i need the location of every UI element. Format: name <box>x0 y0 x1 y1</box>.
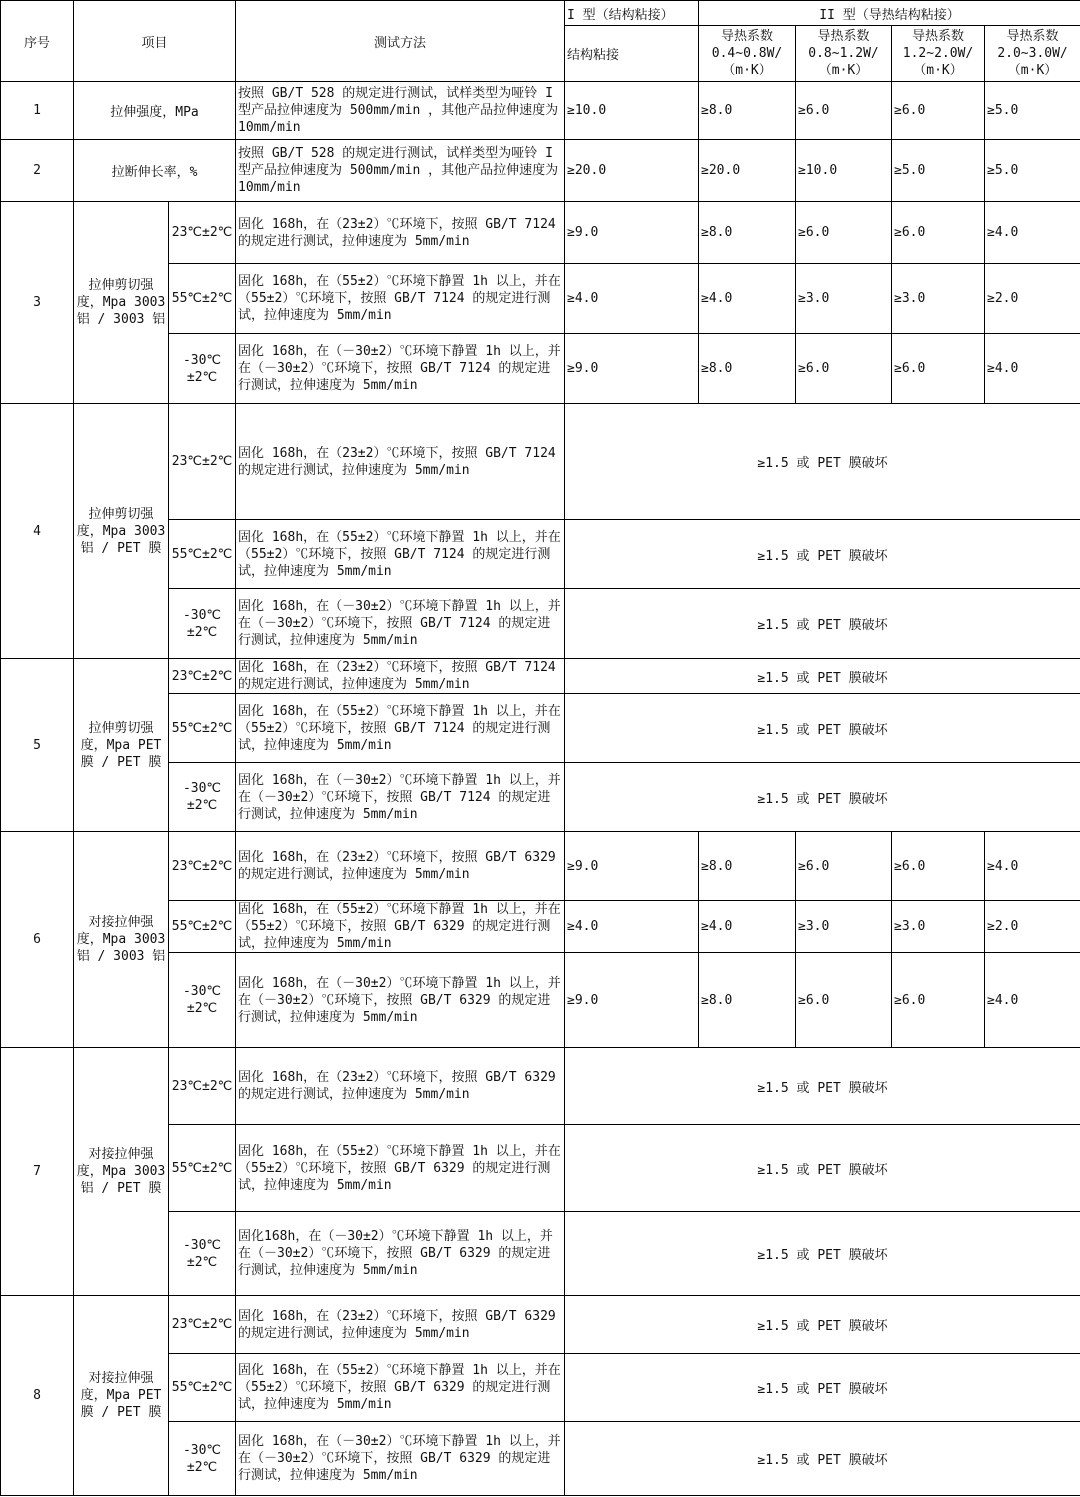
header-seq: 序号 <box>1 1 74 82</box>
row-temp: -30℃±2℃ <box>169 1422 236 1496</box>
row-temp: 55℃±2℃ <box>169 694 236 763</box>
header-type1: I 型（结构粘接） <box>565 1 699 26</box>
value-cell: ≥3.0 <box>892 264 985 334</box>
header-item: 项目 <box>74 1 236 82</box>
row-method: 固化 168h，在（－30±2）℃环境下静置 1h 以上，并在（－30±2）℃环境下，按照 GB/T 7124 的规定进行测试，拉伸速度为 5mm/min <box>236 334 565 404</box>
value-cell: ≥9.0 <box>565 953 699 1048</box>
value-cell: ≥4.0 <box>565 264 699 334</box>
row-temp: -30℃±2℃ <box>169 589 236 659</box>
row-temp: 55℃±2℃ <box>169 901 236 953</box>
value-cell: ≥4.0 <box>985 334 1080 404</box>
value-cell: ≥4.0 <box>699 264 796 334</box>
merged-value-cell: ≥1.5 或 PET 膜破坏 <box>565 1125 1080 1212</box>
table-row <box>1 1048 1080 1125</box>
value-cell: ≥2.0 <box>985 264 1080 334</box>
merged-value-cell: ≥1.5 或 PET 膜破坏 <box>565 1212 1080 1296</box>
row-temp: 23℃±2℃ <box>169 1048 236 1125</box>
value-cell: ≥6.0 <box>796 334 892 404</box>
value-cell: ≥10.0 <box>796 140 892 202</box>
row-temp: -30℃±2℃ <box>169 334 236 404</box>
row-method: 固化 168h，在（55±2）℃环境下静置 1h 以上，并在（55±2）℃环境下，按照 GB/T 7124 的规定进行测试，拉伸速度为 5mm/min <box>236 694 565 763</box>
row-seq: 5 <box>1 659 74 832</box>
table-row <box>1 1296 1080 1354</box>
merged-value-cell: ≥1.5 或 PET 膜破坏 <box>565 1048 1080 1125</box>
merged-value-cell: ≥1.5 或 PET 膜破坏 <box>565 520 1080 589</box>
value-cell: ≥4.0 <box>985 953 1080 1048</box>
value-cell: ≥8.0 <box>699 832 796 901</box>
value-cell: ≥5.0 <box>985 140 1080 202</box>
row-method: 固化 168h，在（23±2）℃环境下，按照 GB/T 7124 的规定进行测试，拉伸速度为 5mm/min <box>236 404 565 520</box>
row-method: 固化 168h，在（－30±2）℃环境下静置 1h 以上，并在（－30±2）℃环境下，按照 GB/T 7124 的规定进行测试，拉伸速度为 5mm/min <box>236 589 565 659</box>
value-cell: ≥6.0 <box>892 953 985 1048</box>
merged-value-cell: ≥1.5 或 PET 膜破坏 <box>565 1354 1080 1422</box>
header-sub-k4: 导热系数 2.0~3.0W/（m·K） <box>985 26 1080 82</box>
row-item: 对接拉伸强度，Mpa 3003 铝 / PET 膜 <box>74 1048 169 1296</box>
value-cell: ≥3.0 <box>796 264 892 334</box>
row-item: 拉伸强度，MPa <box>74 82 236 140</box>
value-cell: ≥8.0 <box>699 202 796 264</box>
row-method: 固化 168h，在（55±2）℃环境下静置 1h 以上，并在（55±2）℃环境下，按照 GB/T 6329 的规定进行测试，拉伸速度为 5mm/min <box>236 1125 565 1212</box>
merged-value-cell: ≥1.5 或 PET 膜破坏 <box>565 404 1080 520</box>
header-method: 测试方法 <box>236 1 565 82</box>
table-row <box>1 659 1080 694</box>
value-cell: ≥9.0 <box>565 832 699 901</box>
row-method: 固化 168h，在（－30±2）℃环境下静置 1h 以上，并在（－30±2）℃环境下，按照 GB/T 6329 的规定进行测试，拉伸速度为 5mm/min <box>236 1422 565 1496</box>
header-sub-k1: 导热系数 0.4~0.8W/（m·K） <box>699 26 796 82</box>
row-method: 固化168h，在（－30±2）℃环境下静置 1h 以上，并在（－30±2）℃环境下，按照 GB/T 6329 的规定进行测试，拉伸速度为 5mm/min <box>236 1212 565 1296</box>
merged-value-cell: ≥1.5 或 PET 膜破坏 <box>565 1296 1080 1354</box>
value-cell: ≥20.0 <box>699 140 796 202</box>
row-seq: 7 <box>1 1048 74 1296</box>
value-cell: ≥4.0 <box>565 901 699 953</box>
header-sub-k3: 导热系数 1.2~2.0W/（m·K） <box>892 26 985 82</box>
row-temp: -30℃±2℃ <box>169 763 236 832</box>
row-seq: 3 <box>1 202 74 404</box>
row-temp: 23℃±2℃ <box>169 1296 236 1354</box>
value-cell: ≥5.0 <box>892 140 985 202</box>
value-cell: ≥9.0 <box>565 202 699 264</box>
row-temp: 55℃±2℃ <box>169 264 236 334</box>
row-method: 固化 168h，在（23±2）℃环境下，按照 GB/T 7124 的规定进行测试，拉伸速度为 5mm/min <box>236 202 565 264</box>
row-item: 对接拉伸强度，Mpa 3003 铝 / 3003 铝 <box>74 832 169 1048</box>
row-method: 固化 168h，在（55±2）℃环境下静置 1h 以上，并在（55±2）℃环境下，按照 GB/T 7124 的规定进行测试，拉伸速度为 5mm/min <box>236 520 565 589</box>
value-cell: ≥9.0 <box>565 334 699 404</box>
row-temp: 55℃±2℃ <box>169 1354 236 1422</box>
row-temp: -30℃±2℃ <box>169 953 236 1048</box>
table-row <box>1 832 1080 901</box>
value-cell: ≥3.0 <box>892 901 985 953</box>
value-cell: ≥8.0 <box>699 953 796 1048</box>
row-temp: 55℃±2℃ <box>169 1125 236 1212</box>
value-cell: ≥8.0 <box>699 334 796 404</box>
row-item: 拉伸剪切强度，Mpa 3003 铝 / PET 膜 <box>74 404 169 659</box>
row-seq: 1 <box>1 82 74 140</box>
row-temp: -30℃±2℃ <box>169 1212 236 1296</box>
row-item: 拉伸剪切强度，Mpa PET 膜 / PET 膜 <box>74 659 169 832</box>
value-cell: ≥8.0 <box>699 82 796 140</box>
row-method: 固化 168h，在（－30±2）℃环境下静置 1h 以上，并在（－30±2）℃环境下，按照 GB/T 6329 的规定进行测试，拉伸速度为 5mm/min <box>236 953 565 1048</box>
row-method: 固化 168h，在（55±2）℃环境下静置 1h 以上，并在（55±2）℃环境下，按照 GB/T 6329 的规定进行测试，拉伸速度为 5mm/min <box>236 901 565 953</box>
row-method: 固化 168h，在（23±2）℃环境下，按照 GB/T 6329 的规定进行测试，拉伸速度为 5mm/min <box>236 1048 565 1125</box>
row-method: 固化 168h，在（23±2）℃环境下，按照 GB/T 6329 的规定进行测试，拉伸速度为 5mm/min <box>236 832 565 901</box>
row-method: 按照 GB/T 528 的规定进行测试，试样类型为哑铃 I 型产品拉伸速度为 500mm/min ，其他产品拉伸速度为 10mm/min <box>236 82 565 140</box>
header-type2: II 型（导热结构粘接） <box>699 1 1080 26</box>
row-seq: 4 <box>1 404 74 659</box>
row-temp: 23℃±2℃ <box>169 202 236 264</box>
value-cell: ≥6.0 <box>892 334 985 404</box>
value-cell: ≥6.0 <box>796 82 892 140</box>
row-temp: 23℃±2℃ <box>169 404 236 520</box>
row-method: 固化 168h，在（－30±2）℃环境下静置 1h 以上，并在（－30±2）℃环境下，按照 GB/T 7124 的规定进行测试，拉伸速度为 5mm/min <box>236 763 565 832</box>
row-temp: 55℃±2℃ <box>169 520 236 589</box>
merged-value-cell: ≥1.5 或 PET 膜破坏 <box>565 659 1080 694</box>
merged-value-cell: ≥1.5 或 PET 膜破坏 <box>565 1422 1080 1496</box>
value-cell: ≥4.0 <box>985 202 1080 264</box>
value-cell: ≥6.0 <box>892 82 985 140</box>
row-item: 拉断伸长率，% <box>74 140 236 202</box>
row-temp: 23℃±2℃ <box>169 832 236 901</box>
merged-value-cell: ≥1.5 或 PET 膜破坏 <box>565 694 1080 763</box>
table-row <box>1 404 1080 520</box>
row-seq: 6 <box>1 832 74 1048</box>
value-cell: ≥3.0 <box>796 901 892 953</box>
row-seq: 8 <box>1 1296 74 1496</box>
row-method: 固化 168h，在（55±2）℃环境下静置 1h 以上，并在（55±2）℃环境下，按照 GB/T 7124 的规定进行测试，拉伸速度为 5mm/min <box>236 264 565 334</box>
row-method: 固化 168h，在（55±2）℃环境下静置 1h 以上，并在（55±2）℃环境下，按照 GB/T 6329 的规定进行测试，拉伸速度为 5mm/min <box>236 1354 565 1422</box>
value-cell: ≥6.0 <box>892 202 985 264</box>
value-cell: ≥2.0 <box>985 901 1080 953</box>
row-item: 对接拉伸强度，Mpa PET 膜 / PET 膜 <box>74 1296 169 1496</box>
table-row <box>1 202 1080 264</box>
value-cell: ≥6.0 <box>796 202 892 264</box>
merged-value-cell: ≥1.5 或 PET 膜破坏 <box>565 763 1080 832</box>
value-cell: ≥20.0 <box>565 140 699 202</box>
header-sub-structural: 结构粘接 <box>565 26 699 82</box>
header-row-1 <box>1 1 1080 26</box>
table-row <box>1 82 1080 140</box>
row-seq: 2 <box>1 140 74 202</box>
value-cell: ≥6.0 <box>796 953 892 1048</box>
value-cell: ≥6.0 <box>892 832 985 901</box>
row-temp: 23℃±2℃ <box>169 659 236 694</box>
value-cell: ≥5.0 <box>985 82 1080 140</box>
row-item: 拉伸剪切强度，Mpa 3003 铝 / 3003 铝 <box>74 202 169 404</box>
row-method: 固化 168h，在（23±2）℃环境下，按照 GB/T 6329 的规定进行测试，拉伸速度为 5mm/min <box>236 1296 565 1354</box>
header-sub-k2: 导热系数 0.8~1.2W/（m·K） <box>796 26 892 82</box>
value-cell: ≥4.0 <box>985 832 1080 901</box>
merged-value-cell: ≥1.5 或 PET 膜破坏 <box>565 589 1080 659</box>
value-cell: ≥10.0 <box>565 82 699 140</box>
row-method: 固化 168h，在（23±2）℃环境下，按照 GB/T 7124 的规定进行测试，拉伸速度为 5mm/min <box>236 659 565 694</box>
row-method: 按照 GB/T 528 的规定进行测试，试样类型为哑铃 I 型产品拉伸速度为 500mm/min ，其他产品拉伸速度为 10mm/min <box>236 140 565 202</box>
value-cell: ≥4.0 <box>699 901 796 953</box>
value-cell: ≥6.0 <box>796 832 892 901</box>
table-row <box>1 140 1080 202</box>
